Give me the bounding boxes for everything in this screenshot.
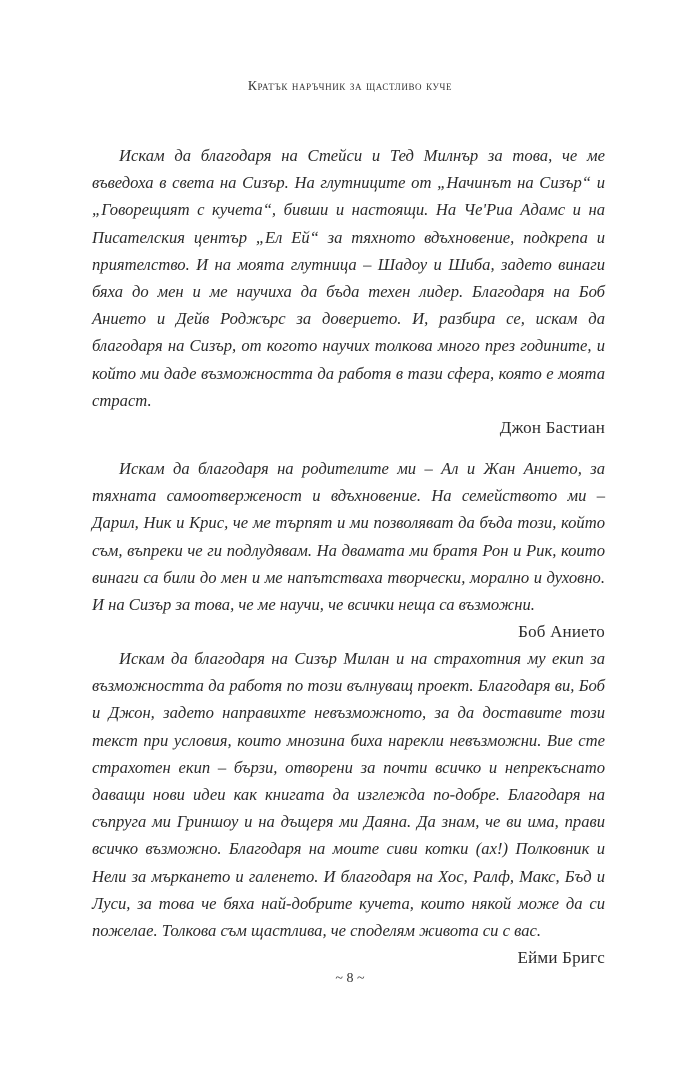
- acknowledgement-section-2: [92, 455, 605, 645]
- signature: Джон Бастиан: [499, 418, 605, 438]
- acknowledgement-section-3: [92, 645, 605, 971]
- running-header: Кратък наръчник за щастливо куче: [247, 78, 453, 93]
- signature: Ейми Бригс: [517, 948, 605, 968]
- page-number: ~ 8 ~: [335, 971, 365, 986]
- signature: Боб Анието: [518, 622, 605, 642]
- acknowledgement-text: Искам да благодаря на Стейси и Тед Милнър за това, че ме въведоха в света на Сизър. На глутниците от „Начинът на Сизър“ и „Говорещият с кучета“, бивши и настоящи. На Че'Риа Адамс и на Писателския център „Ел Ей“ за тяхното вдъхновение, подкрепа и приятелство. И на моята глутница – Шадоу и Шиба, задето винаги бяха до мен и ме научиха да бъда техен лидер. Благодаря на Боб Анието и Дейв Роджърс за доверието. И, разбира се, искам да благодаря на Сизър, от когото научих толкова много през годините, и който ми даде възможността да работя в тази сфера, която е моята страст.: [92, 146, 605, 410]
- acknowledgement-text: Искам да благодаря на Сизър Милан и на страхотния му екип за възможността да работя по този вълнуващ проект. Благодаря ви, Боб и Джон, задето направихте невъзможното, за да доставите този текст при условия, които мнозина биха нарекли невъзможни. Вие сте страхотен екип – бързи, отворени за почти всичко и непрекъснато даващи нови идеи как книгата да изглежда по-добре. Благодаря на съпруга ми Гриншоу и на дъщеря ми Даяна. Да знам, че ви има, прави всичко възможно. Благодаря на моите сиви котки (ах!) Полковник и Нели за мъркането и галенето. И благодаря на Хос, Ралф, Макс, Бъд и Луси, за това че бяха най-добрите кучета, които някой може да си пожелае. Толкова съм щастлива, че споделям живота си с вас.: [92, 649, 605, 941]
- acknowledgement-section-1: [92, 142, 605, 441]
- acknowledgement-text: Искам да благодаря на родителите ми – Ал и Жан Анието, за тяхната самоотверженост и вдъхновение. На семейството ми – Дарил, Ник и Крис, че ме търпят и ми позволяват да бъда този, който съм, въпреки че ги подлудявам. На двамата ми братя Рон и Рик, които винаги са били до мен и ме напътстваха творчески, морално и духовно. И на Сизър за това, че ме научи, че всички неща са възможни.: [92, 459, 605, 615]
